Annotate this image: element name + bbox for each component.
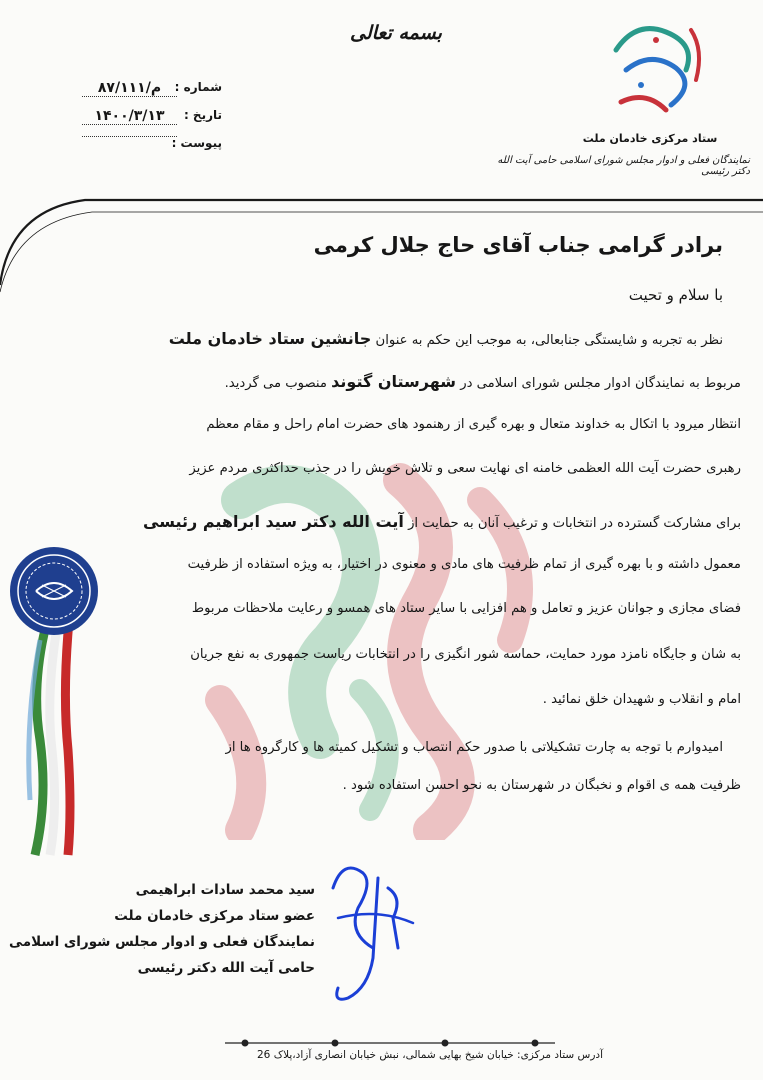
footer-address: آدرس ستاد مرکزی: خیابان شیخ بهایی شمالی، نبش خیابان انصاری آزاد،پلاک 26 xyxy=(256,1049,603,1061)
date-value: ۱۴۰۰/۳/۱۳ xyxy=(82,108,177,125)
body-line: ظرفیت همه ی اقوام و نخبگان در شهرستان به نحو احسن استفاده شود . xyxy=(342,778,741,793)
signature-block xyxy=(9,877,315,981)
letter-greeting: با سلام و تحیت xyxy=(628,286,723,304)
body-line: برای مشارکت گسترده در انتخابات و ترغیب آنان به حمایت از آیت الله دکتر سید ابراهیم رئیسی xyxy=(143,512,741,531)
flag-ribbon-icon xyxy=(10,600,100,860)
attachment-label: پیوست : xyxy=(171,136,222,150)
signatory-name: سید محمد سادات ابراهیمی xyxy=(135,882,315,898)
signatory-role-2: نمایندگان فعلی و ادوار مجلس شورای اسلامی xyxy=(9,934,315,950)
organization-subtitle: نمایندگان فعلی و ادوار مجلس شورای اسلامی حامی آیت الله دکتر رئیسی xyxy=(497,155,750,177)
handwritten-signature-icon xyxy=(318,848,418,1008)
footer-ornament xyxy=(225,1037,555,1049)
official-seal-icon xyxy=(8,545,100,637)
number-value: م/۸۷/۱۱۱ xyxy=(82,80,177,97)
organization-name: ستاد مرکزی خادمان ملت xyxy=(582,132,718,145)
body-line: انتظار میرود با اتکال به خداوند متعال و بهره گیری از رهنمود های حضرت امام راحل و مقام معظم xyxy=(206,417,741,432)
attachment-value xyxy=(82,136,177,137)
date-row xyxy=(72,108,222,128)
basmala-heading: بسمه تعالی xyxy=(350,22,442,44)
body-line: معمول داشته و با بهره گیری از تمام ظرفیت های مادی و معنوی در اختیار، به ویژه استفاده از ظرفیت xyxy=(187,557,741,572)
number-row xyxy=(72,80,222,100)
attachment-row xyxy=(72,136,222,156)
staff-logo-icon xyxy=(596,10,716,130)
signatory-role-1: عضو ستاد مرکزی خادمان ملت xyxy=(114,908,315,924)
body-line: نظر به تجربه و شایستگی جنابعالی، به موجب این حکم به عنوان جانشین ستاد خادمان ملت xyxy=(168,329,723,348)
body-line: رهبری حضرت آیت الله العظمی خامنه ای نهایت سعی و تلاش خویش را در جذب حداکثری مردم عزیز xyxy=(189,461,741,476)
body-line: امیدوارم با توجه به چارت تشکیلاتی با صدور حکم انتصاب و تشکیل کمیته ها و کارگروه ها از xyxy=(225,740,723,755)
body-line: امام و انقلاب و شهیدان خلق نمائید . xyxy=(542,692,741,707)
body-line: فضای مجازی و جوانان عزیز و تعامل و هم افزایی با سایر ستاد های همسو و رعایت ملاحظات مربوط xyxy=(191,601,741,616)
letter-title: برادر گرامی جناب آقای حاج جلال کرمی xyxy=(313,233,723,257)
body-line: مربوط به نمایندگان ادوار مجلس شورای اسلامی در شهرستان گتوند منصوب می گردید. xyxy=(224,372,741,391)
date-label: تاریخ : xyxy=(183,108,222,122)
body-line: به شان و جایگاه نامزد مورد حمایت، حماسه شور انگیزی را در انتخابات ریاست جمهوری به نفع جریان xyxy=(190,647,741,662)
signatory-role-3: حامی آیت الله دکتر رئیسی xyxy=(137,960,315,976)
number-label: شماره : xyxy=(174,80,222,94)
